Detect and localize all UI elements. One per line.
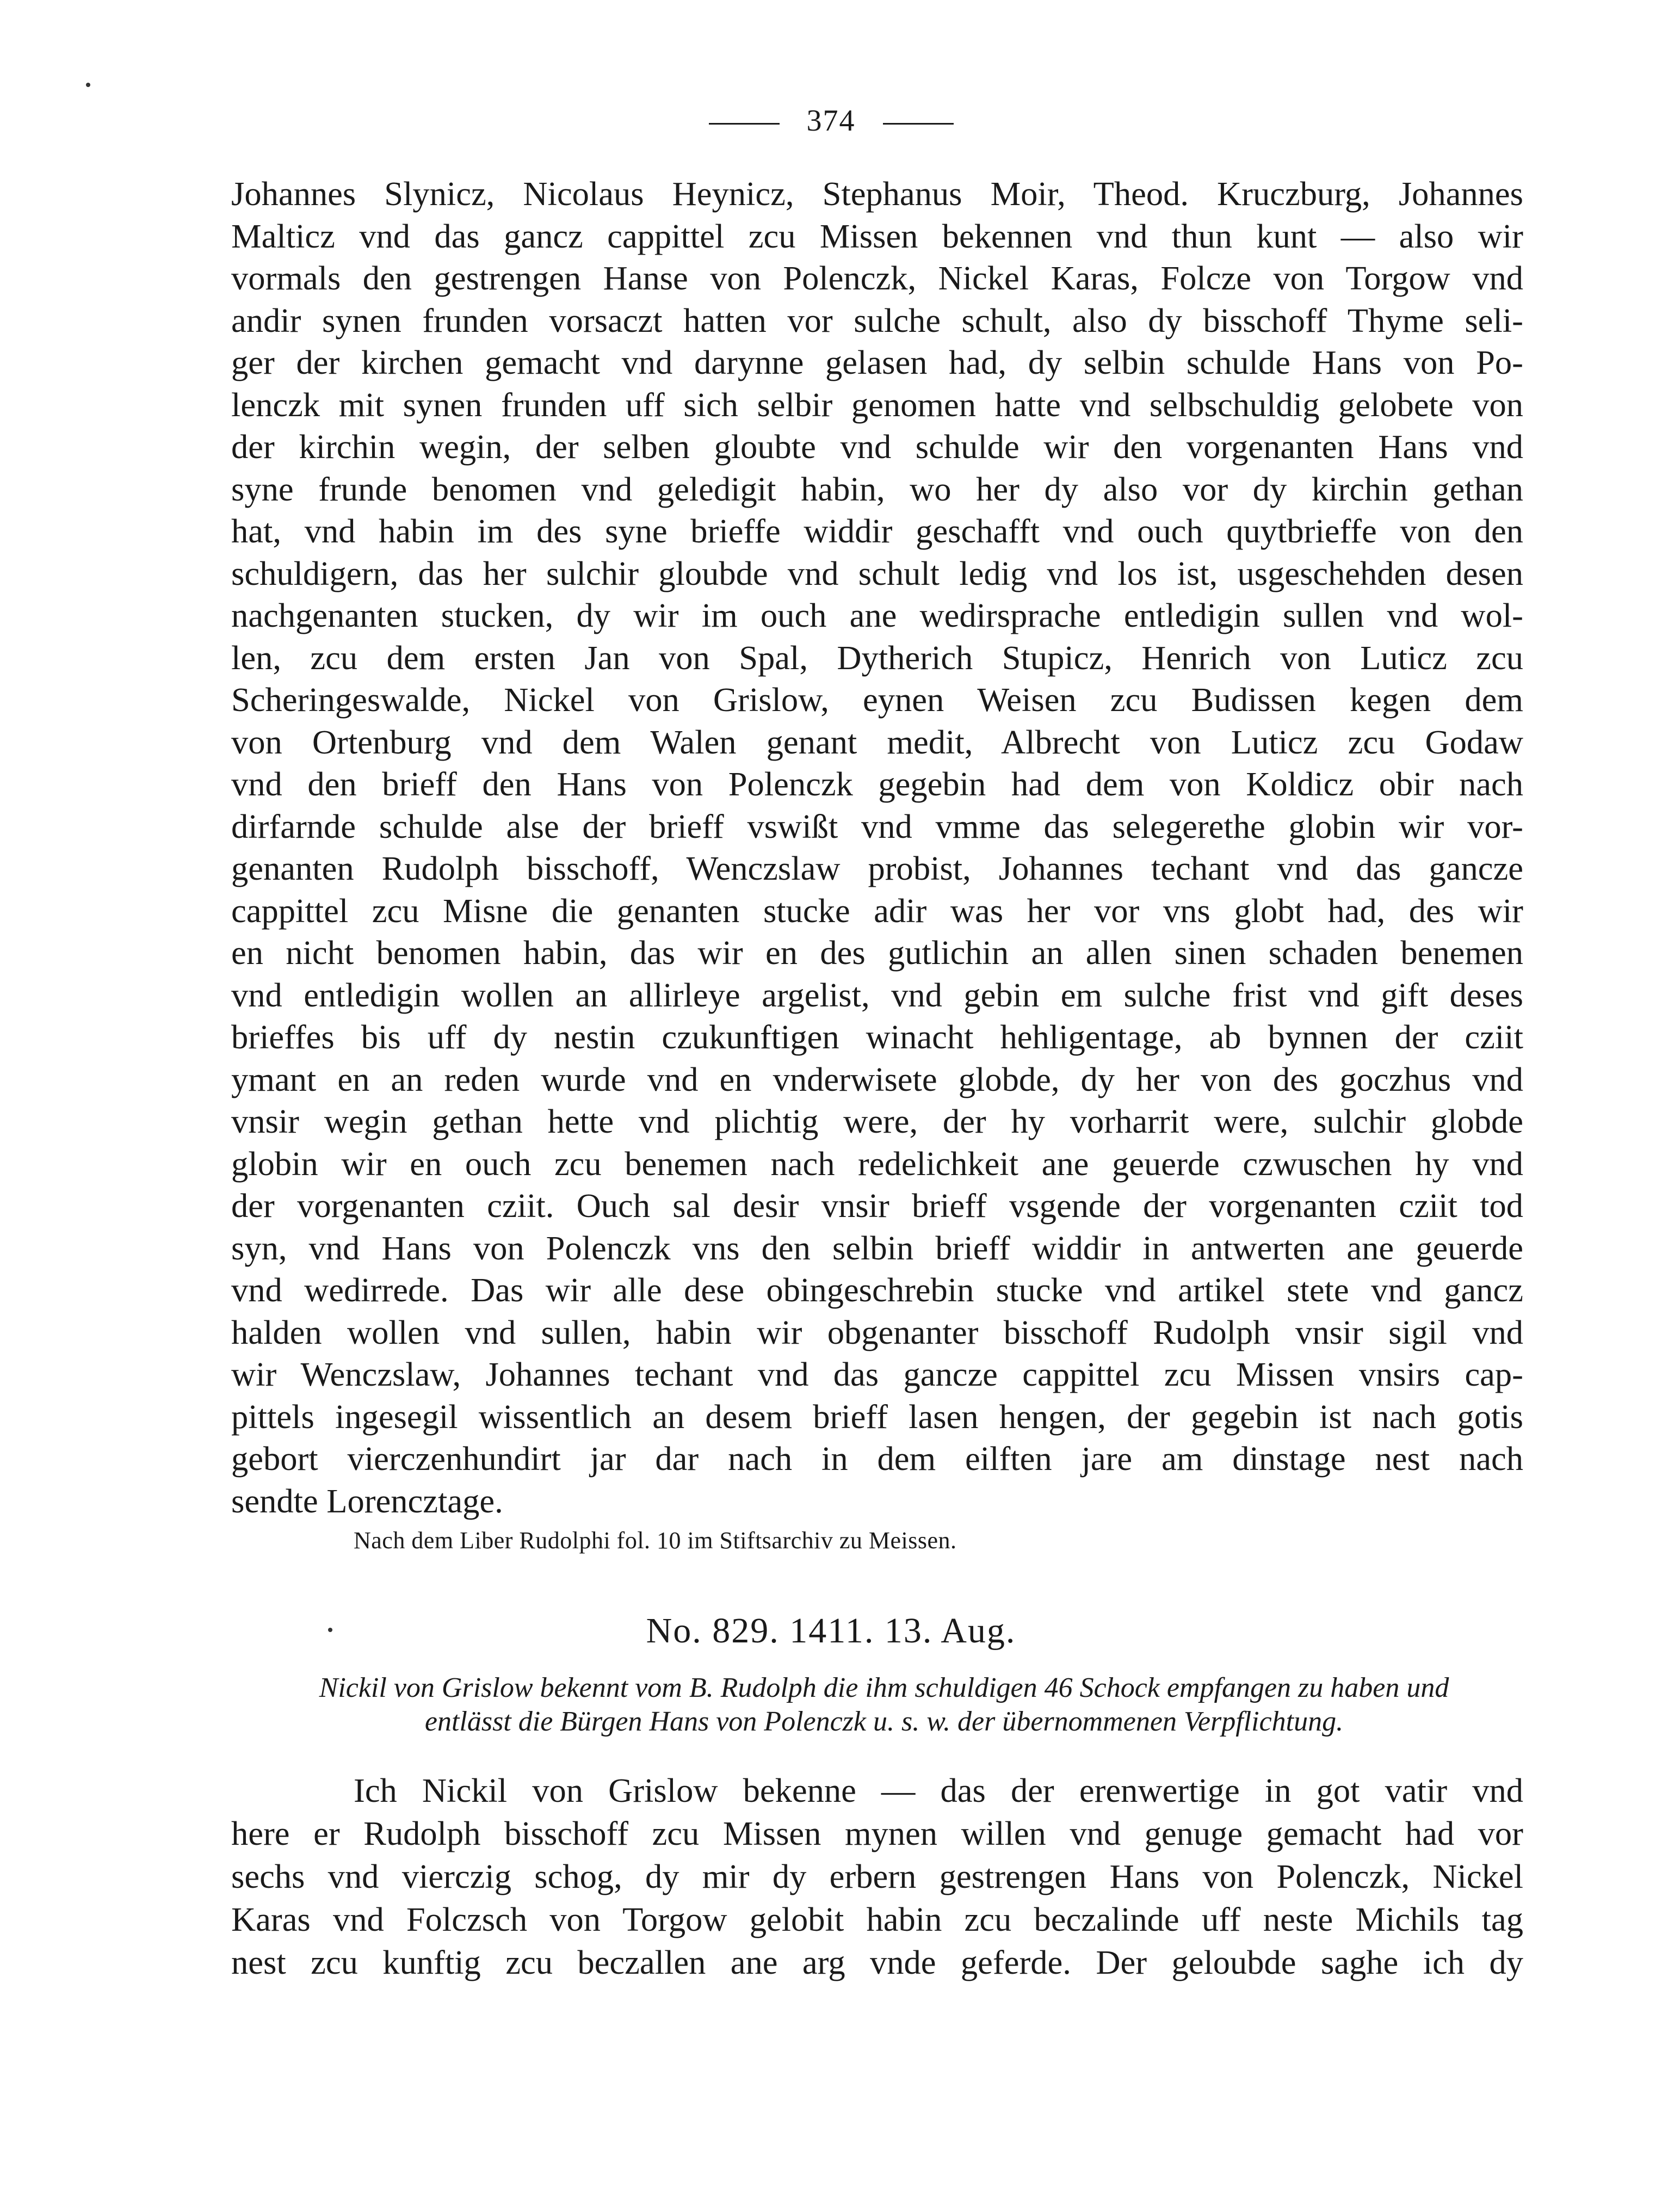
charter-829-summary bbox=[239, 1671, 1529, 1739]
text-line: syn, vnd Hans von Polenczk vns den selbin brieff widdir in antwerten ane geuerde bbox=[231, 1228, 1523, 1267]
text-line: nest zcu kunftig zcu beczallen ane arg vnde geferde. Der geloubde saghe ich dy bbox=[231, 1943, 1523, 1981]
text-line: syne frunde benomen vnd geledigit habin, wo her dy also vor dy kirchin gethan bbox=[231, 469, 1523, 508]
summary-line: Nickil von Grislow bekennt vom B. Rudolph die ihm schuldigen 46 Schock empfangen zu haben und bbox=[319, 1672, 1449, 1703]
summary-line: entlässt die Bürgen Hans von Polenczk u. s. w. der übernommenen Verpflichtung. bbox=[424, 1706, 1344, 1737]
text-line: andir synen frunden vorsaczt hatten vor sulche schult, also dy bisschoff Thyme seli- bbox=[231, 301, 1523, 339]
text-line: Malticz vnd das gancz cappittel zcu Missen bekennen vnd thun kunt — also wir bbox=[231, 217, 1523, 255]
text-line: hat, vnd habin im des syne brieffe widdir geschafft vnd ouch quytbrieffe von den bbox=[231, 512, 1523, 550]
text-line: vormals den gestrengen Hanse von Polenczk, Nickel Karas, Folcze von Torgow vnd bbox=[231, 259, 1523, 297]
scan-speck bbox=[86, 83, 90, 87]
header-rule-left bbox=[709, 123, 780, 125]
text-line: pittels ingesegil wissentlich an desem brieff lasen hengen, der gegebin ist nach gotis bbox=[231, 1397, 1523, 1436]
text-line: genanten Rudolph bisschoff, Wenczslaw probist, Johannes techant vnd das gancze bbox=[231, 849, 1523, 887]
text-line: der kirchin wegin, der selben gloubte vnd schulde wir den vorgenanten Hans vnd bbox=[231, 428, 1523, 466]
source-note: Nach dem Liber Rudolphi fol. 10 im Stiftsarchiv zu Meissen. bbox=[354, 1527, 957, 1554]
text-line: vnd wedirrede. Das wir alle dese obingeschrebin stucke vnd artikel stete vnd gancz bbox=[231, 1271, 1523, 1309]
text-line-last: sendte Lorencztage. bbox=[231, 1481, 503, 1520]
text-line: ger der kirchen gemacht vnd darynne gelasen had, dy selbin schulde Hans von Po- bbox=[231, 343, 1523, 381]
text-line: ymant en an reden wurde vnd en vnderwisete globde, dy her von des goczhus vnd bbox=[231, 1060, 1523, 1098]
header-rule-right bbox=[883, 123, 954, 125]
text-line-first: Ich Nickil von Grislow bekenne — das der erenwertige in got vatir vnd bbox=[354, 1771, 1523, 1809]
text-line: dirfarnde schulde alse der brieff vswißt vnd vmme das selegerethe globin wir vor- bbox=[231, 807, 1523, 845]
page-number: 374 bbox=[806, 104, 856, 138]
text-line: vnd den brieff den Hans von Polenczk gegebin had dem von Koldicz obir nach bbox=[231, 765, 1523, 803]
charter-828-text bbox=[231, 173, 1523, 1522]
charter-829-heading: No. 829. 1411. 13. Aug. bbox=[646, 1611, 1016, 1651]
text-line: von Ortenburg vnd dem Walen genant medit, Albrecht von Luticz zcu Godaw bbox=[231, 722, 1523, 761]
text-line: len, zcu dem ersten Jan von Spal, Dytherich Stupicz, Henrich von Luticz zcu bbox=[231, 638, 1523, 677]
text-line: Scheringeswalde, Nickel von Grislow, eynen Weisen zcu Budissen kegen dem bbox=[231, 681, 1523, 719]
page-header bbox=[0, 103, 1662, 138]
text-line: sechs vnd vierczig schog, dy mir dy erbern gestrengen Hans von Polenczk, Nickel bbox=[231, 1857, 1523, 1895]
text-line: lenczk mit synen frunden uff sich selbir genomen hatte vnd selbschuldig gelobete von bbox=[231, 385, 1523, 424]
text-line: Johannes Slynicz, Nicolaus Heynicz, Stephanus Moir, Theod. Kruczburg, Johannes bbox=[231, 175, 1523, 213]
text-line: der vorgenanten cziit. Ouch sal desir vnsir brieff vsgende der vorgenanten cziit tod bbox=[231, 1187, 1523, 1225]
text-line: Karas vnd Folczsch von Torgow gelobit habin zcu beczalinde uff neste Michils tag bbox=[231, 1900, 1523, 1938]
text-line: en nicht benomen habin, das wir en des gutlichin an allen sinen schaden benemen bbox=[231, 934, 1523, 972]
text-line: halden wollen vnd sullen, habin wir obgenanter bisschoff Rudolph vnsir sigil vnd bbox=[231, 1313, 1523, 1351]
text-line: vnd entledigin wollen an allirleye argelist, vnd gebin em sulche frist vnd gift deses bbox=[231, 975, 1523, 1014]
text-line: wir Wenczslaw, Johannes techant vnd das gancze cappittel zcu Missen vnsirs cap- bbox=[231, 1355, 1523, 1393]
text-line: gebort vierczenhundirt jar dar nach in dem eilften jare am dinstage nest nach bbox=[231, 1439, 1523, 1478]
charter-829-text bbox=[231, 1769, 1523, 1984]
text-line: globin wir en ouch zcu benemen nach redelichkeit ane geuerde czwuschen hy vnd bbox=[231, 1144, 1523, 1183]
text-line: nachgenanten stucken, dy wir im ouch ane wedirsprache entledigin sullen vnd wol- bbox=[231, 596, 1523, 634]
text-line: brieffes bis uff dy nestin czukunftigen winacht hehligentage, ab bynnen der cziit bbox=[231, 1018, 1523, 1056]
text-line: vnsir wegin gethan hette vnd plichtig were, der hy vorharrit were, sulchir globde bbox=[231, 1102, 1523, 1140]
text-line: here er Rudolph bisschoff zcu Missen mynen willen vnd genuge gemacht had vor bbox=[231, 1814, 1523, 1852]
text-line: cappittel zcu Misne die genanten stucke adir was her vor vns globt had, des wir bbox=[231, 891, 1523, 930]
text-line: schuldigern, das her sulchir gloubde vnd schult ledig vnd los ist, usgeschehden desen bbox=[231, 554, 1523, 592]
